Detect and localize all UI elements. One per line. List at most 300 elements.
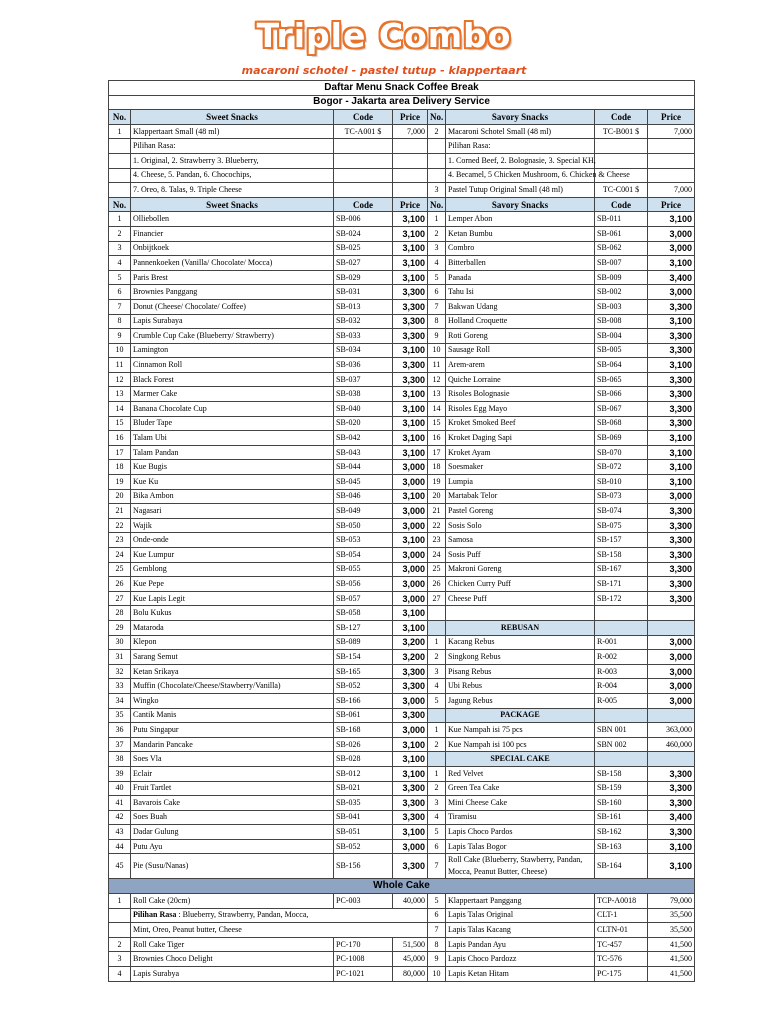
table-row [109, 839, 695, 854]
cell-code: PC-1021 [334, 967, 393, 982]
cell-code: SB-070 [595, 445, 648, 460]
cell-no: 21 [109, 504, 131, 519]
cell-price: 3,100 [648, 839, 695, 854]
cell-no: 7 [428, 854, 446, 879]
combo-row [109, 168, 695, 183]
cell-no: 3 [428, 664, 446, 679]
cell-price: 3,100 [393, 431, 428, 446]
col-price: Price [648, 110, 695, 125]
cell-code: SB-056 [334, 577, 393, 592]
menu-table [108, 80, 695, 982]
cell-name: Bolu Kukus [131, 606, 334, 621]
cell-price: 3,300 [393, 314, 428, 329]
empty-cell [428, 606, 446, 621]
cell-code: SB-057 [334, 591, 393, 606]
cell-price: 3,300 [648, 329, 695, 344]
cell-no: 45 [109, 854, 131, 879]
cell-no: 5 [428, 270, 446, 285]
cell-price: 3,100 [648, 431, 695, 446]
cell-price: 3,100 [393, 533, 428, 548]
combo-row [109, 183, 695, 198]
cell-price: 3,100 [393, 256, 428, 271]
cell-price: 3,000 [393, 693, 428, 708]
cell-code: SB-053 [334, 533, 393, 548]
cell-name: Holland Croquette [446, 314, 595, 329]
cell-price: 3,000 [648, 285, 695, 300]
cell-no: 4 [428, 679, 446, 694]
cell-price: 3,300 [393, 372, 428, 387]
cell-no: 1 [428, 212, 446, 227]
cell-name: Bavarois Cake [131, 796, 334, 811]
col-no: No. [428, 110, 446, 125]
cell-no: 13 [109, 387, 131, 402]
cell-name: Cinnamon Roll [131, 358, 334, 373]
cell-name: Roll Cake Tiger [131, 937, 334, 952]
cell-name: Black Forest [131, 372, 334, 387]
cell-no: 35 [109, 708, 131, 723]
cell-code: CLT-1 [595, 908, 648, 923]
cell-no: 20 [109, 489, 131, 504]
cell-code: SB-075 [595, 518, 648, 533]
empty-cell [595, 606, 648, 621]
cell-no: 23 [109, 533, 131, 548]
section-blank [648, 620, 695, 635]
cell-price: 3,000 [648, 664, 695, 679]
cell-price: 3,000 [648, 226, 695, 241]
cell-no: 5 [428, 693, 446, 708]
cell-price: 3,000 [393, 839, 428, 854]
col-code: Code [334, 110, 393, 125]
table-row [109, 894, 695, 909]
cell-code: TC-B001 $ [595, 124, 648, 139]
cell-code: R-004 [595, 679, 648, 694]
cell-no: 17 [109, 445, 131, 460]
cell-name: Ketan Srikaya [131, 664, 334, 679]
table-row [109, 270, 695, 285]
table-row [109, 343, 695, 358]
cell-price: 40,000 [393, 894, 428, 909]
cell-price: 3,000 [393, 548, 428, 563]
cell-no: 16 [428, 431, 446, 446]
page-header [0, 0, 768, 80]
cell-code: SB-055 [334, 562, 393, 577]
cell-price: 7,000 [393, 124, 428, 139]
pilihan-label: Pilihan Rasa [133, 910, 177, 920]
cell-price: 3,300 [648, 577, 695, 592]
cell-code: SB-050 [334, 518, 393, 533]
cell-code: R-001 [595, 635, 648, 650]
cell-code: SB-042 [334, 431, 393, 446]
cell-code: PC-003 [334, 894, 393, 909]
cell-code: SB-021 [334, 781, 393, 796]
cell-no: 1 [109, 212, 131, 227]
cell-price: 3,000 [393, 723, 428, 738]
cell-name: Kroket Ayam [446, 445, 595, 460]
cell-code: R-005 [595, 693, 648, 708]
cell-no: 8 [428, 314, 446, 329]
cell-name: Paris Brest [131, 270, 334, 285]
cell-name: Sosis Solo [446, 518, 595, 533]
cell-name: Arem-arem [446, 358, 595, 373]
cell-price: 3,300 [393, 358, 428, 373]
cell-name: Onde-onde [131, 533, 334, 548]
cell-no: 4 [428, 810, 446, 825]
cell-code: SB-044 [334, 460, 393, 475]
cell-no: 12 [428, 372, 446, 387]
section-special-cake: SPECIAL CAKE [446, 752, 595, 767]
table-row [109, 562, 695, 577]
cell-code: SB-051 [334, 825, 393, 840]
cell-code: SB-026 [334, 737, 393, 752]
cell-name: Kacang Rebus [446, 635, 595, 650]
cell-name: Quiche Lorraine [446, 372, 595, 387]
cell-no: 14 [109, 402, 131, 417]
section-blank [595, 752, 648, 767]
cell-price: 35,500 [648, 908, 695, 923]
col-code: Code [595, 110, 648, 125]
table-row [109, 504, 695, 519]
table-row [109, 752, 695, 767]
section-blank [595, 708, 648, 723]
cell-code: SB-054 [334, 548, 393, 563]
table-row [109, 723, 695, 738]
cell-no: 9 [428, 952, 446, 967]
cell-price: 3,300 [393, 679, 428, 694]
cell-no: 31 [109, 650, 131, 665]
table-row [109, 387, 695, 402]
table-row [109, 635, 695, 650]
tagline: macaroni schotel - pastel tutup - klappertaart [241, 64, 527, 77]
cell-no: 36 [109, 723, 131, 738]
cell-no: 21 [428, 504, 446, 519]
cell-no: 1 [428, 635, 446, 650]
subtitle-row [109, 95, 695, 110]
cell-no: 10 [428, 343, 446, 358]
cell-code: SB-009 [595, 270, 648, 285]
cell-code: SB-074 [595, 504, 648, 519]
cell-name: Crumble Cup Cake (Blueberry/ Strawberry) [131, 329, 334, 344]
cell-name: Kue Lumpur [131, 548, 334, 563]
table-row [109, 489, 695, 504]
cell-code: SB-005 [595, 343, 648, 358]
cell-name: Lumpia [446, 475, 595, 490]
cell-no: 1 [109, 124, 131, 139]
cell-code: SB-007 [595, 256, 648, 271]
cell-no: 4 [109, 967, 131, 982]
cell-code: SB-061 [595, 226, 648, 241]
cell-code: SB-038 [334, 387, 393, 402]
section-blank [428, 752, 446, 767]
section-blank [428, 708, 446, 723]
cell-name: Tahu Isi [446, 285, 595, 300]
table-row [109, 781, 695, 796]
cell-no: 6 [109, 285, 131, 300]
cell-name: Klappertaart Small (48 ml) [131, 124, 334, 139]
table-row [109, 908, 695, 923]
table-row [109, 358, 695, 373]
cell-no: 19 [109, 475, 131, 490]
cell-code: R-003 [595, 664, 648, 679]
cell-code: SB-161 [595, 810, 648, 825]
cell-name: Donut (Cheese/ Chocolate/ Coffee) [131, 299, 334, 314]
cell-price: 3,000 [648, 693, 695, 708]
cell-price: 3,300 [393, 664, 428, 679]
cell-price: 3,300 [393, 854, 428, 879]
cell-price: 3,000 [393, 504, 428, 519]
table-row [109, 606, 695, 621]
cell-name: Sausage Roll [446, 343, 595, 358]
cell-price: 3,300 [648, 825, 695, 840]
cell-code: SB-072 [595, 460, 648, 475]
cell-name: Wajik [131, 518, 334, 533]
cell-no: 41 [109, 796, 131, 811]
cell-price: 3,000 [648, 241, 695, 256]
cell-price: 3,300 [648, 372, 695, 387]
cell-code: SB-002 [595, 285, 648, 300]
table-row [109, 650, 695, 665]
cell-no: 34 [109, 693, 131, 708]
table-row [109, 937, 695, 952]
cell-code: SB-027 [334, 256, 393, 271]
cell-name: Dadar Gulung [131, 825, 334, 840]
cell-code: TCP-A0018 [595, 894, 648, 909]
cell-no: 2 [428, 737, 446, 752]
cell-price: 3,100 [393, 387, 428, 402]
cell-price: 3,300 [393, 329, 428, 344]
col-price: Price [648, 197, 695, 212]
cell-name: Mataroda [131, 620, 334, 635]
cell-price: 3,300 [393, 781, 428, 796]
cell-no: 8 [109, 314, 131, 329]
empty-cell [109, 923, 131, 938]
cell-no: 1 [428, 723, 446, 738]
cell-price: 3,100 [648, 256, 695, 271]
cell-code: TC-C001 $ [595, 183, 648, 198]
cell-price: 3,100 [648, 314, 695, 329]
cell-code: SB-068 [595, 416, 648, 431]
brand-logo: Triple Combo [256, 16, 512, 55]
cell-price: 3,100 [393, 489, 428, 504]
cell-code: SB-052 [334, 839, 393, 854]
pilihan-text: Mint, Oreo, Peanut butter, Cheese [131, 923, 428, 938]
cell-no: 2 [109, 937, 131, 952]
cell-price: 80,000 [393, 967, 428, 982]
cell-price: 7,000 [648, 183, 695, 198]
cell-code: SB-046 [334, 489, 393, 504]
table-row [109, 314, 695, 329]
cell-no: 11 [428, 358, 446, 373]
cell-name: Pisang Rebus [446, 664, 595, 679]
cell-name: Mandarin Pancake [131, 737, 334, 752]
cell-price: 3,100 [648, 854, 695, 879]
cell-price: 3,100 [393, 825, 428, 840]
cell-code: SB-028 [334, 752, 393, 767]
flavor-text: 4. Becamel, 5 Chicken Mushroom, 6. Chicken & Cheese [446, 168, 595, 183]
cell-price: 3,000 [648, 679, 695, 694]
cell-name: Lapis Talas Kacang [446, 923, 595, 938]
cell-code: SB-034 [334, 343, 393, 358]
cell-price: 3,100 [648, 212, 695, 227]
cell-code: SB-172 [595, 591, 648, 606]
cell-name: Risoles Bolognasie [446, 387, 595, 402]
cell-code: SB-025 [334, 241, 393, 256]
cell-code: SB-073 [595, 489, 648, 504]
cell-name: Putu Ayu [131, 839, 334, 854]
table-row [109, 445, 695, 460]
cell-price: 3,000 [648, 635, 695, 650]
cell-code: PC-1008 [334, 952, 393, 967]
cell-no: 2 [428, 781, 446, 796]
combo-row [109, 153, 695, 168]
cell-price: 363,000 [648, 723, 695, 738]
cell-no: 7 [428, 299, 446, 314]
cell-price: 3,400 [648, 270, 695, 285]
cell-price: 3,300 [393, 299, 428, 314]
cell-no: 28 [109, 606, 131, 621]
cell-price: 79,000 [648, 894, 695, 909]
table-row [109, 577, 695, 592]
column-header-row [109, 110, 695, 125]
cell-code: SB-011 [595, 212, 648, 227]
table-row [109, 766, 695, 781]
cell-no: 3 [428, 241, 446, 256]
cell-name: Lapis Surabaya [131, 314, 334, 329]
section-blank [595, 620, 648, 635]
cell-no: 2 [428, 226, 446, 241]
col-price: Price [393, 110, 428, 125]
table-row [109, 796, 695, 811]
cell-price: 3,100 [393, 416, 428, 431]
cell-code: SB-012 [334, 766, 393, 781]
cell-code: TC-576 [595, 952, 648, 967]
cell-no: 7 [428, 923, 446, 938]
cell-price: 3,200 [393, 650, 428, 665]
title-row [109, 81, 695, 96]
cell-code: SB-041 [334, 810, 393, 825]
cell-no: 24 [428, 548, 446, 563]
cell-price: 3,400 [648, 810, 695, 825]
cell-price: 3,100 [393, 241, 428, 256]
cell-name: Lamington [131, 343, 334, 358]
empty-cell [109, 908, 131, 923]
cell-name: Olliebollen [131, 212, 334, 227]
cell-price: 3,300 [648, 533, 695, 548]
cell-name: Klappertaart Panggang [446, 894, 595, 909]
flavor-text: Pilihan Rasa: [446, 139, 595, 154]
cell-code: SB-043 [334, 445, 393, 460]
cell-no: 16 [109, 431, 131, 446]
flavor-text: 1. Corned Beef, 2. Bolognasie, 3. Special KH, [446, 153, 595, 168]
empty-cell [446, 606, 595, 621]
cell-no: 6 [428, 839, 446, 854]
cell-name: Lemper Abon [446, 212, 595, 227]
cell-no: 17 [428, 445, 446, 460]
cell-name: Pie (Susu/Nanas) [131, 854, 334, 879]
cell-no: 25 [428, 562, 446, 577]
cell-price: 3,100 [648, 460, 695, 475]
cell-name: Onbijtkoek [131, 241, 334, 256]
col-no: No. [428, 197, 446, 212]
col-savory: Savory Snacks [446, 110, 595, 125]
cell-code: SB-163 [595, 839, 648, 854]
cell-name: Lapis Pandan Ayu [446, 937, 595, 952]
cell-name: Cheese Puff [446, 591, 595, 606]
pilihan-text: : Blueberry, Strawberry, Pandan, Mocca, [176, 910, 309, 920]
cell-no: 6 [428, 285, 446, 300]
cell-code: SB-010 [595, 475, 648, 490]
cell-price: 3,100 [393, 212, 428, 227]
cell-no: 26 [428, 577, 446, 592]
cell-no: 9 [109, 329, 131, 344]
cell-code: SB-004 [595, 329, 648, 344]
cell-price: 45,000 [393, 952, 428, 967]
section-blank [648, 752, 695, 767]
cell-no: 30 [109, 635, 131, 650]
cell-code: SB-032 [334, 314, 393, 329]
cell-no: 4 [428, 256, 446, 271]
cell-price: 3,100 [648, 445, 695, 460]
cell-code: SB-158 [595, 548, 648, 563]
cell-price: 3,100 [393, 606, 428, 621]
section-blank [648, 708, 695, 723]
cell-no: 5 [428, 894, 446, 909]
cell-code: SB-049 [334, 504, 393, 519]
cell-name: Tiramisu [446, 810, 595, 825]
cell-price: 3,000 [393, 518, 428, 533]
cell-code: TC-A001 $ [334, 124, 393, 139]
cell-name: Soes Buah [131, 810, 334, 825]
cell-name: Lapis Ketan Hitam [446, 967, 595, 982]
cell-code: SB-066 [595, 387, 648, 402]
cell-price: 3,100 [393, 620, 428, 635]
cell-name: Lapis Choco Pardozz [446, 952, 595, 967]
cell-name: Lapis Surabya [131, 967, 334, 982]
cell-name: Gemblong [131, 562, 334, 577]
table-row [109, 212, 695, 227]
cell-no: 9 [428, 329, 446, 344]
cell-name: Risoles Egg Mayo [446, 402, 595, 417]
table-row [109, 591, 695, 606]
table-row [109, 825, 695, 840]
cell-code: PC-175 [595, 967, 648, 982]
cell-price: 3,300 [648, 504, 695, 519]
cell-name: Singkong Rebus [446, 650, 595, 665]
cell-price: 3,300 [648, 562, 695, 577]
cell-price: 3,300 [648, 416, 695, 431]
col-code: Code [334, 197, 393, 212]
cell-code: SB-159 [595, 781, 648, 796]
cell-name: Putu Singapur [131, 723, 334, 738]
cell-name: Ketan Bumbu [446, 226, 595, 241]
table-row [109, 285, 695, 300]
cell-no: 38 [109, 752, 131, 767]
cell-name: Roti Goreng [446, 329, 595, 344]
cell-code: SB-064 [595, 358, 648, 373]
cell-code: SB-157 [595, 533, 648, 548]
cell-no: 12 [109, 372, 131, 387]
cell-price: 3,300 [648, 781, 695, 796]
roll-cake-text: Roll Cake (Blueberry, Stawberry, Pandan, [448, 855, 583, 865]
cell-price: 3,100 [648, 475, 695, 490]
col-sweet: Sweet Snacks [131, 197, 334, 212]
cell-no: 1 [428, 766, 446, 781]
cell-price: 3,100 [393, 737, 428, 752]
cell-price: 41,500 [648, 967, 695, 982]
cell-code: SB-165 [334, 664, 393, 679]
cell-code: SB-036 [334, 358, 393, 373]
cell-name: Bitterballen [446, 256, 595, 271]
cell-name: Green Tea Cake [446, 781, 595, 796]
